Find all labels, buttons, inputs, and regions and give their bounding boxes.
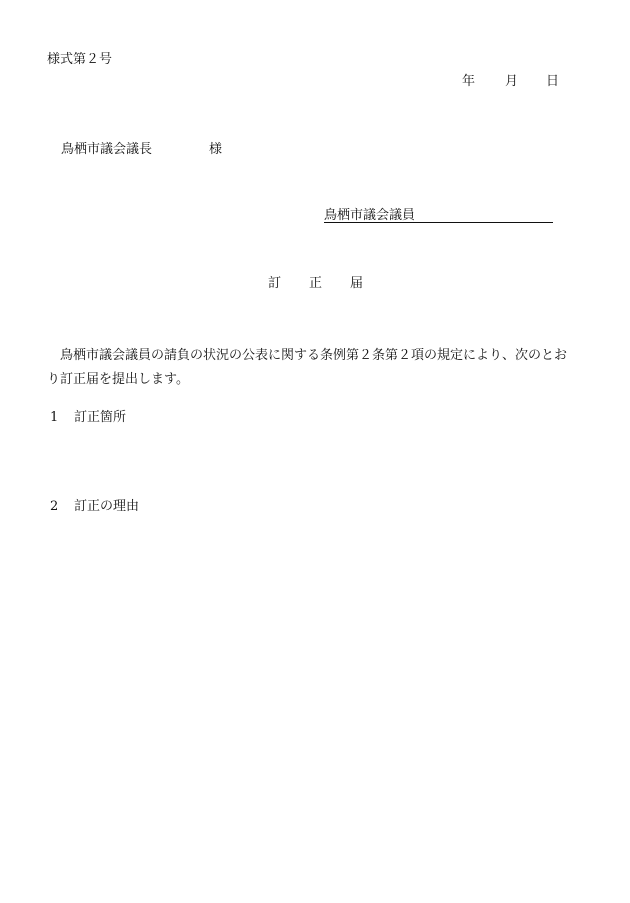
item-number: 2 [50, 499, 59, 514]
sender-signature-line [324, 222, 553, 223]
item-label: 訂正の理由 [74, 499, 140, 514]
addressee-name: 鳥栖市議会議長 [61, 142, 153, 157]
body-paragraph [47, 344, 619, 392]
title-char-3: 届 [350, 276, 364, 291]
title-char-1: 訂 [268, 276, 282, 291]
list-item-correction-location [50, 411, 126, 424]
sender-block [324, 209, 415, 222]
date-month-label: 月 [505, 74, 519, 89]
body-line-2: り訂正届を提出します。 [47, 372, 189, 387]
date-year-label: 年 [462, 74, 476, 89]
list-item-correction-reason [50, 500, 139, 513]
item-label: 訂正箇所 [74, 410, 127, 425]
sender-label: 鳥栖市議会議員 [324, 208, 416, 223]
title-char-2: 正 [309, 276, 323, 291]
addressee-honorific: 様 [209, 142, 223, 157]
form-number: 様式第２号 [47, 52, 113, 67]
body-line-1: 鳥栖市議会議員の請負の状況の公表に関する条例第２条第２項の規定により、次のとお [47, 348, 568, 363]
date-day-label: 日 [546, 74, 560, 89]
item-number: 1 [50, 410, 59, 425]
